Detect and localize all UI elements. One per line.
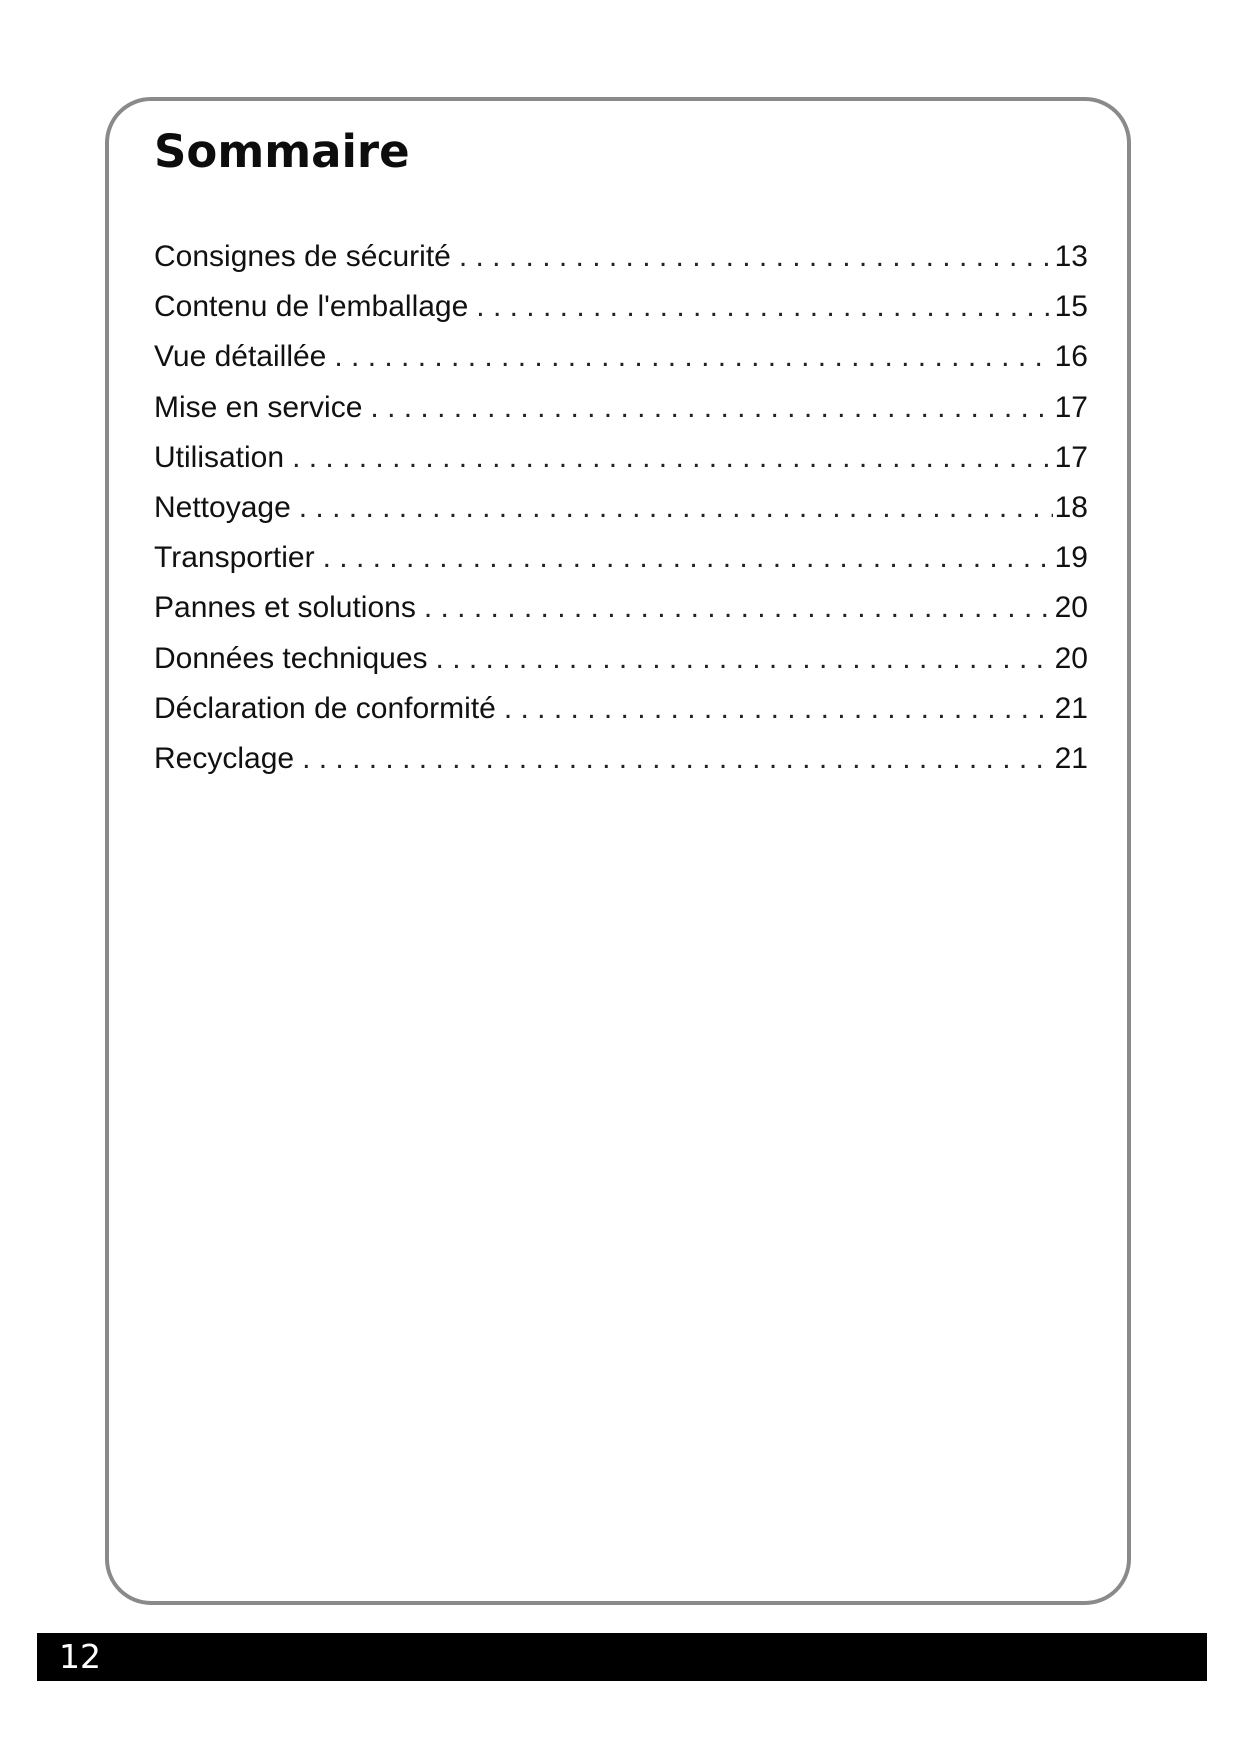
dot-leader	[299, 483, 1053, 533]
dot-leader	[323, 533, 1053, 583]
dot-leader	[504, 684, 1053, 734]
toc-entry[interactable]	[154, 734, 1088, 784]
dot-leader	[459, 232, 1053, 282]
toc-entry-page: 17	[1054, 440, 1088, 474]
toc-entry[interactable]	[154, 282, 1088, 332]
dot-leader	[476, 282, 1052, 332]
toc-entry[interactable]	[154, 433, 1088, 483]
toc-entry-page: 17	[1054, 390, 1088, 424]
table-of-contents	[154, 232, 1088, 784]
toc-entry[interactable]	[154, 232, 1088, 282]
footer-bar	[37, 1633, 1207, 1681]
toc-entry[interactable]	[154, 583, 1088, 633]
toc-entry-label: Pannes et solutions	[154, 591, 416, 625]
toc-entry-page: 18	[1054, 490, 1088, 524]
dot-leader	[424, 583, 1053, 633]
toc-entry-page: 13	[1054, 240, 1088, 273]
toc-entry-page: 20	[1054, 591, 1088, 625]
toc-entry-label: Contenu de l'emballage	[154, 290, 469, 324]
toc-entry-page: 19	[1054, 541, 1088, 575]
toc-entry[interactable]	[154, 533, 1088, 583]
toc-entry[interactable]	[154, 634, 1088, 684]
toc-entry[interactable]	[154, 483, 1088, 533]
toc-entry-page: 21	[1054, 741, 1088, 775]
toc-entry-label: Nettoyage	[154, 490, 291, 524]
toc-entry[interactable]	[154, 332, 1088, 382]
toc-entry-label: Données techniques	[154, 641, 428, 675]
toc-entry-page: 20	[1054, 641, 1088, 675]
dot-leader	[334, 332, 1052, 382]
page-number: 12	[59, 1637, 101, 1676]
page-title: Sommaire	[154, 125, 410, 178]
toc-entry-label: Vue détaillée	[154, 340, 327, 374]
dot-leader	[370, 383, 1052, 433]
toc-entry[interactable]	[154, 684, 1088, 734]
dot-leader	[302, 734, 1053, 784]
toc-entry-label: Recyclage	[154, 741, 295, 775]
toc-entry-page: 21	[1054, 691, 1088, 725]
toc-entry-label: Consignes de sécurité	[154, 240, 451, 273]
toc-entry-page: 15	[1054, 290, 1088, 324]
toc-entry-label: Utilisation	[154, 440, 285, 474]
toc-entry[interactable]	[154, 383, 1088, 433]
dot-leader	[292, 433, 1053, 483]
toc-entry-page: 16	[1054, 340, 1088, 374]
dot-leader	[436, 634, 1053, 684]
toc-entry-label: Mise en service	[154, 390, 363, 424]
toc-entry-label: Transportier	[154, 541, 315, 575]
toc-entry-label: Déclaration de conformité	[154, 691, 496, 725]
